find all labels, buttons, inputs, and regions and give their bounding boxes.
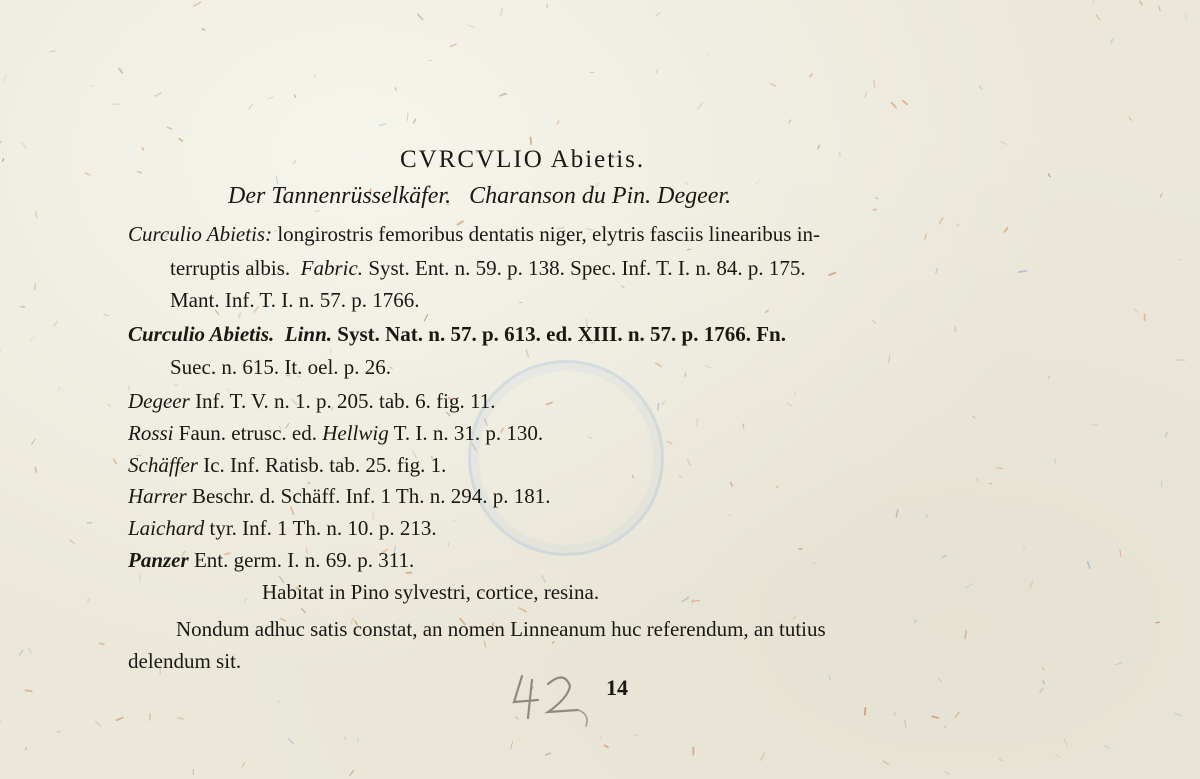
paper-fiber <box>1160 194 1162 197</box>
paper-fiber <box>939 678 942 681</box>
paper-fiber <box>179 139 182 141</box>
paper-fiber <box>85 173 90 175</box>
synonym-name: Rossi <box>128 421 174 445</box>
paper-fiber <box>531 138 532 144</box>
paper-fiber <box>1000 759 1002 761</box>
paper-fiber <box>1049 174 1051 177</box>
paper-fiber <box>109 405 111 406</box>
paper-fiber <box>997 468 1003 469</box>
paper-fiber <box>553 642 555 644</box>
paper-fiber <box>202 29 204 30</box>
paper-fiber <box>936 269 937 273</box>
french-name: Charanson du Pin. <box>469 183 652 209</box>
paper-fiber <box>418 14 423 19</box>
paper-fiber <box>484 642 485 648</box>
paper-fiber <box>448 542 449 546</box>
synonym-text: tyr. Inf. 1 Th. n. 10. p. 213. <box>209 516 437 540</box>
paper-fiber <box>546 753 550 755</box>
paper-fiber <box>1156 622 1159 623</box>
synonym-text: Ic. Inf. Ratisb. tab. 25. fig. 1. <box>203 453 447 477</box>
paper-fiber <box>829 676 830 680</box>
synonym-name: Harrer <box>128 484 187 508</box>
paper-fiber <box>1159 6 1160 11</box>
paper-fiber <box>1019 271 1026 272</box>
paper-fiber <box>1049 376 1050 378</box>
name-author: Degeer. <box>657 183 732 209</box>
paper-fiber <box>943 556 947 558</box>
paper-fiber <box>36 212 37 218</box>
paper-fiber <box>656 13 660 16</box>
paper-fiber <box>35 284 36 290</box>
paper-fiber <box>688 460 691 465</box>
paper-fiber <box>1005 228 1008 232</box>
paper-fiber <box>501 9 503 16</box>
paper-fiber <box>278 701 279 703</box>
paper-fiber <box>973 417 976 418</box>
note-text: delendum sit. <box>128 649 242 673</box>
paper-fiber <box>1140 1 1142 4</box>
paper-fiber <box>1093 1 1094 4</box>
paper-fiber <box>244 598 247 602</box>
paper-fiber <box>519 608 526 612</box>
paper-fiber <box>873 321 876 324</box>
paper-fiber <box>795 392 796 395</box>
paper-fiber <box>414 119 416 123</box>
paper-fiber <box>1040 689 1043 693</box>
paper-fiber <box>926 515 928 517</box>
paper-fiber <box>3 159 4 162</box>
reference-author: Hellwig <box>322 421 389 445</box>
synonym-text: Syst. Ent. n. 59. p. 138. Spec. Inf. T. I. n. 84. p. 175. <box>368 256 806 280</box>
paper-fiber <box>1186 12 1187 20</box>
paper-fiber <box>679 476 682 477</box>
paper-fiber <box>789 120 791 123</box>
synonym-text: longirostris femoribus dentatis niger, elytris fasciis linearibus in- <box>277 222 821 246</box>
synonym-name: Degeer <box>128 389 190 413</box>
paper-fiber <box>0 142 1 145</box>
synonym-name: Laichard <box>128 516 205 540</box>
synonymy-line <box>128 548 414 572</box>
paper-fiber <box>892 103 896 108</box>
synonymy-line <box>128 516 437 540</box>
paper-fiber <box>925 235 927 240</box>
synonym-name: Curculio Abietis. <box>128 322 275 346</box>
paper-fiber <box>980 86 981 88</box>
paper-fiber <box>178 718 183 719</box>
paper-fiber <box>30 336 36 340</box>
page-title <box>400 148 645 172</box>
paper-fiber <box>668 442 672 444</box>
paper-fiber <box>526 350 528 357</box>
synonymy-line <box>128 421 543 445</box>
paper-fiber <box>96 722 101 727</box>
paper-fiber <box>601 736 602 738</box>
paper-fiber <box>116 718 122 721</box>
paper-fiber <box>829 273 835 275</box>
paper-fiber <box>812 563 816 564</box>
note-line <box>176 617 826 641</box>
paper-fiber <box>302 609 306 613</box>
paper-fiber <box>1120 550 1121 556</box>
paper-fiber <box>114 459 117 463</box>
paper-fiber <box>903 101 907 105</box>
synonym-text: terruptis albis. <box>170 256 291 280</box>
paper-fiber <box>634 735 638 736</box>
reference-author: Fabric. <box>300 256 364 280</box>
paper-fiber <box>1096 15 1099 20</box>
note-line <box>128 649 241 673</box>
page-number: 14 <box>606 675 628 700</box>
paper-fiber <box>876 198 878 199</box>
paper-fiber <box>1001 141 1007 144</box>
paper-fiber <box>865 708 866 715</box>
paper-fiber <box>896 510 898 517</box>
paper-fiber <box>656 69 658 73</box>
paper-fiber <box>239 313 240 317</box>
paper-fiber <box>35 468 36 472</box>
paper-fiber <box>1030 582 1032 587</box>
paper-fiber <box>104 314 109 316</box>
paper-fiber <box>884 761 889 764</box>
paper-fiber <box>731 482 732 486</box>
paper-fiber <box>965 631 966 639</box>
paper-fiber <box>429 60 431 61</box>
paper-fiber <box>687 249 690 250</box>
paper-fiber <box>818 145 820 148</box>
paper-fiber <box>50 51 55 52</box>
paper-fiber <box>424 315 427 321</box>
paper-fiber <box>20 650 23 655</box>
paper-fiber <box>1042 668 1044 670</box>
paper-fiber <box>696 419 697 426</box>
paper-fiber <box>454 520 456 521</box>
paper-fiber <box>605 745 608 747</box>
paper-fiber <box>88 599 89 601</box>
paper-fiber <box>249 104 253 108</box>
habitat-line <box>262 580 599 604</box>
paper-fiber <box>26 690 32 691</box>
synonym-text: Suec. n. 615. It. oel. p. 26. <box>170 355 392 379</box>
paper-fiber <box>511 742 513 749</box>
paper-fiber <box>945 726 946 728</box>
paper-fiber <box>955 712 959 717</box>
title-genus: CVRCVLIO <box>400 146 544 173</box>
title-species: Abietis. <box>550 146 646 173</box>
paper-fiber <box>194 2 201 6</box>
paper-fiber <box>32 439 36 444</box>
vernacular-names <box>228 184 731 208</box>
paper-fiber <box>54 321 57 326</box>
pencil-annotation <box>508 664 598 734</box>
paper-fiber <box>945 772 950 774</box>
note-text: Nondum adhuc satis constat, an nomen Linneanum huc referendum, an tutius <box>176 617 826 641</box>
paper-fiber <box>939 217 943 224</box>
paper-fiber <box>138 172 141 173</box>
paper-fiber <box>119 69 122 73</box>
paper-fiber <box>865 92 867 97</box>
paper-fiber <box>468 25 474 27</box>
synonym-text: Beschr. d. Schäff. Inf. 1 Th. n. 294. p. 181. <box>191 484 551 508</box>
paper-fiber <box>291 507 294 514</box>
paper-fiber <box>1088 562 1090 569</box>
paper-fiber <box>874 80 875 87</box>
reference-author: Linn. <box>284 322 333 346</box>
paper-fiber <box>1056 755 1061 758</box>
paper-fiber <box>1129 118 1131 121</box>
paper-fiber <box>1023 546 1025 547</box>
german-name: Der Tannenrüsselkäfer. <box>228 183 452 209</box>
paper-fiber <box>294 95 295 97</box>
paper-fiber <box>268 97 274 99</box>
paper-fiber <box>407 113 408 121</box>
paper-fiber <box>662 402 665 405</box>
synonym-text: Inf. T. V. n. 1. p. 205. tab. 6. fig. 11. <box>195 389 496 413</box>
paper-fiber <box>989 483 991 484</box>
paper-fiber <box>894 713 895 715</box>
paper-fiber <box>915 620 917 622</box>
paper-fiber <box>242 763 244 767</box>
synonymy-line <box>128 484 551 508</box>
paper-fiber <box>558 121 559 124</box>
paper-fiber <box>658 403 659 410</box>
paper-fiber <box>100 643 104 644</box>
paper-fiber <box>380 124 386 125</box>
paper-fiber <box>1104 746 1110 748</box>
synonymy-line <box>128 453 446 477</box>
paper-fiber <box>450 44 456 46</box>
paper-fiber <box>1175 713 1181 715</box>
synonym-text: Mant. Inf. T. I. n. 57. p. 1766. <box>170 288 420 312</box>
synonymy-line <box>170 256 806 280</box>
paper-fiber <box>350 770 354 775</box>
synonymy-line <box>128 222 820 246</box>
paper-fiber <box>3 75 6 82</box>
paper-fiber <box>500 94 506 96</box>
paper-fiber <box>1064 739 1067 746</box>
paper-fiber <box>683 598 689 602</box>
paper-fiber <box>955 327 956 331</box>
paper-fiber <box>756 181 759 184</box>
paper-fiber <box>776 486 778 487</box>
paper-fiber <box>932 716 939 718</box>
paper-fiber <box>770 84 776 86</box>
paper-fiber <box>175 385 179 386</box>
paper-fiber <box>315 75 316 78</box>
synonym-text: T. I. n. 31. p. 130. <box>393 421 544 445</box>
paper-fiber <box>1055 459 1056 463</box>
paper-fiber <box>656 363 661 366</box>
paper-fiber <box>1165 432 1167 436</box>
paper-fiber <box>957 225 959 226</box>
habitat-text: Habitat in Pino sylvestri, cortice, resina. <box>262 580 600 604</box>
paper-fiber <box>622 286 625 288</box>
paper-fiber <box>1111 39 1112 42</box>
paper-fiber <box>344 737 346 740</box>
synonym-name: Curculio Abietis: <box>128 222 273 246</box>
paper-fiber <box>358 739 359 742</box>
paper-fiber <box>889 355 890 362</box>
paper-fiber <box>1134 309 1138 312</box>
paper-fiber <box>70 540 75 543</box>
paper-fiber <box>905 720 906 727</box>
paper-fiber <box>728 514 732 515</box>
paper-fiber <box>1116 663 1123 665</box>
paper-fiber <box>707 53 709 55</box>
paper-fiber <box>92 85 94 86</box>
synonymy-line <box>170 288 419 312</box>
paper-fiber <box>167 127 171 129</box>
synonymy-line <box>128 389 495 413</box>
synonym-text: Syst. Nat. n. 57. p. 613. ed. XIII. n. 57. p. 1766. Fn. <box>337 322 786 346</box>
paper-fiber <box>294 161 296 164</box>
paper-fiber <box>810 74 812 76</box>
synonymy-line <box>128 322 786 346</box>
synonym-name: Panzer <box>128 548 189 572</box>
paper-fiber <box>1043 681 1044 684</box>
synonym-name: Schäffer <box>128 453 198 477</box>
paper-fiber <box>142 148 143 150</box>
paper-fiber <box>705 365 711 368</box>
paper-fiber <box>761 754 765 760</box>
synonymy-line <box>170 355 391 379</box>
faded-library-stamp <box>468 360 664 556</box>
paper-fiber <box>698 103 703 109</box>
synonym-text: Ent. germ. I. n. 69. p. 311. <box>193 548 415 572</box>
paper-fiber <box>766 310 769 312</box>
paper-fiber <box>692 600 693 603</box>
paper-fiber <box>787 403 792 406</box>
paper-fiber <box>289 739 294 743</box>
paper-fiber <box>22 142 27 148</box>
paper-fiber <box>1178 259 1182 260</box>
paper-fiber <box>395 88 396 90</box>
paper-fiber <box>966 584 972 587</box>
paper-fiber <box>28 648 32 654</box>
synonym-text: Faun. etrusc. ed. <box>178 421 317 445</box>
paper-fiber <box>58 387 60 390</box>
paper-fiber <box>155 93 161 96</box>
